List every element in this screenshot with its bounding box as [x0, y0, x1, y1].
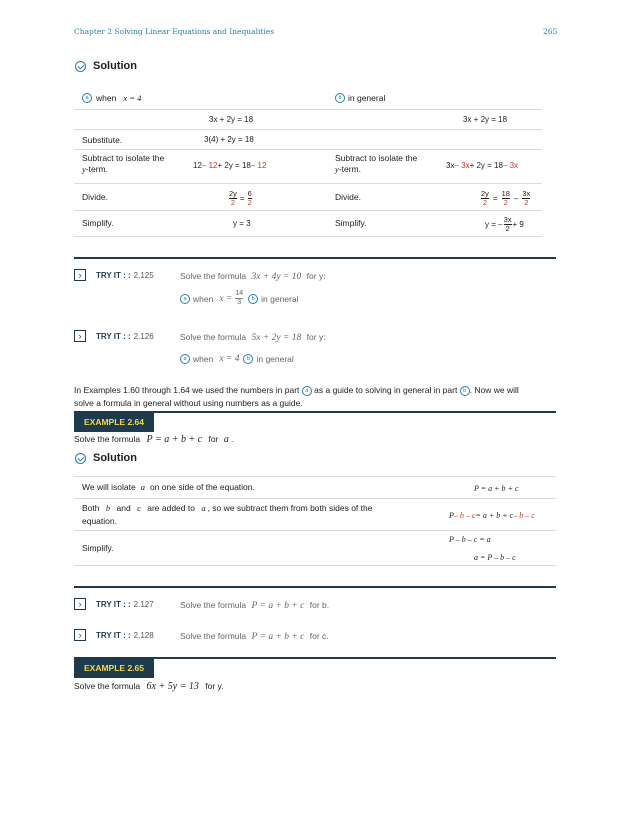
chapter-header: Chapter 2 Solving Linear Equations and Inequalities: [74, 27, 275, 36]
divider: [74, 236, 542, 237]
divider: [74, 210, 542, 211]
fraction: [235, 290, 243, 307]
section-rule: [74, 257, 556, 259]
prompt-text: Solve the formula: [180, 600, 247, 610]
eq-part: + 9: [512, 219, 524, 229]
formula: 3x + 4y = 10: [251, 272, 302, 282]
substitute-label: Substitute.: [82, 135, 123, 145]
part-text: in general: [256, 354, 294, 364]
variable: a: [140, 482, 145, 492]
equals-sign: =: [492, 193, 498, 203]
variable: c: [137, 503, 141, 513]
eq-red-part: – 12: [201, 160, 218, 170]
step-equation: P = a + b + c: [474, 483, 519, 493]
example-prompt: [74, 681, 224, 692]
subtract-label-b: [335, 153, 445, 175]
minus-sign: –: [513, 193, 519, 203]
prompt-text: for y:: [306, 332, 326, 342]
part-b-badge: b: [243, 354, 253, 364]
prompt-text: for y:: [306, 271, 326, 281]
numerator: 3x: [522, 188, 531, 198]
denominator: 2: [505, 223, 510, 233]
denominator: 2: [503, 197, 508, 207]
step-text: and: [116, 503, 131, 513]
eq-red-part: – 3x: [454, 160, 470, 170]
a-equation: 3x + 2y = 18: [209, 114, 254, 124]
part-b-badge: b: [460, 386, 470, 396]
prompt-text: Solve the formula: [180, 332, 247, 342]
try-it-2126-prompt: [180, 332, 326, 343]
part-a-badge: a: [82, 93, 92, 103]
col-b-title: in general: [348, 93, 386, 103]
denominator: 3: [237, 299, 242, 306]
eq-red-part: – b – c: [453, 510, 476, 520]
fraction: [504, 216, 512, 233]
paragraph-text: as a guide to solving in general in part: [314, 385, 458, 395]
prompt-text: for b.: [309, 600, 330, 610]
solution-heading-text: Solution: [93, 60, 137, 72]
prompt-text: Solve the formula: [180, 271, 247, 281]
eq-part: = a + b + c: [475, 510, 514, 520]
divider: [74, 149, 542, 150]
prompt-text: Solve the formula: [74, 434, 141, 444]
chevron-right-icon[interactable]: ›: [74, 330, 86, 342]
part-a-badge: a: [180, 294, 190, 304]
check-circle-icon: [75, 453, 86, 464]
equals-sign: =: [239, 193, 245, 203]
eq-red-part: – 12: [250, 160, 267, 170]
step-text: are added to: [147, 503, 195, 513]
formula: P = a + b + c: [251, 632, 305, 642]
y-var: y: [335, 164, 339, 174]
solution-heading: [75, 60, 137, 72]
eq-part: 3x: [446, 160, 455, 170]
eq-part: 12: [193, 160, 202, 170]
try-it-2125: [74, 269, 154, 281]
try-it-label: TRY IT : :: [96, 630, 131, 640]
col-a-condition: x = 4: [123, 93, 142, 103]
denominator: 2: [230, 197, 236, 207]
formula: P = a + b + c: [146, 434, 203, 445]
col-a-title: when: [96, 93, 117, 103]
term-text: -term.: [338, 164, 361, 174]
example-label: EXAMPLE 2.64: [74, 413, 154, 432]
eq-red-part: – 3x: [502, 160, 519, 170]
try-it-number: 2.126: [133, 331, 154, 341]
try-it-label: TRY IT : :: [96, 331, 131, 341]
prompt-text: for c.: [309, 631, 329, 641]
col-a-header: [82, 92, 141, 104]
divide-label-a: Divide.: [82, 192, 108, 202]
prompt-text: for y.: [205, 681, 224, 691]
eq-part: + 2y = 18: [469, 160, 503, 170]
denominator: 2: [482, 197, 488, 207]
try-it-2127: [74, 598, 154, 610]
divide-equation-a: [228, 187, 253, 209]
eq-part: y = –: [485, 219, 503, 229]
divider: [74, 183, 542, 184]
eq-part: + 2y = 18: [217, 160, 251, 170]
try-it-number: 2.128: [133, 630, 154, 640]
paragraph-text: . Now we will: [469, 385, 519, 395]
paragraph-text: solve a formula in general without using numbers as a guide.: [74, 398, 303, 408]
fraction: [248, 190, 252, 207]
denominator: 2: [524, 197, 529, 207]
formula: P = a + b + c: [251, 601, 305, 611]
b-equation: 3x + 2y = 18: [463, 114, 508, 124]
eq-part: P: [449, 510, 454, 520]
fraction: [522, 190, 530, 207]
fraction: [481, 190, 489, 207]
chevron-right-icon[interactable]: ›: [74, 629, 86, 641]
divider: [74, 476, 556, 477]
divider: [74, 565, 556, 566]
numerator: 3x: [503, 214, 512, 224]
part-condition: x = 4: [219, 354, 240, 364]
try-it-label: TRY IT : :: [96, 599, 131, 609]
term-text: -term.: [85, 164, 108, 174]
fraction: [229, 190, 237, 207]
subtract-equation: [449, 509, 535, 521]
solution-heading-text: Solution: [93, 452, 137, 464]
simplify-equation-1: P – b – c = a: [449, 534, 491, 544]
part-text: when: [193, 293, 214, 304]
simplify-equation-b: [485, 213, 524, 235]
eq-red-part: – b – c: [513, 510, 535, 520]
part-condition: x =: [219, 293, 233, 304]
formula: 6x + 5y = 13: [146, 681, 199, 692]
numerator: 2y: [229, 188, 237, 198]
paragraph-text: In Examples 1.60 through 1.64 we used the numbers in part: [74, 385, 300, 395]
part-b-badge: b: [248, 294, 258, 304]
step-text: equation.: [82, 516, 117, 526]
try-it-2126-parts: [180, 354, 294, 364]
prompt-text: for: [208, 434, 219, 444]
part-text: when: [193, 354, 214, 364]
denominator: 2: [247, 197, 252, 207]
subtract-equation-a: [193, 159, 266, 171]
divide-equation-b: [480, 187, 531, 209]
subtract-label-text: Subtract to isolate the: [335, 153, 418, 163]
check-circle-icon: [75, 61, 86, 72]
section-rule: [74, 586, 556, 588]
isolate-step: [82, 481, 255, 493]
part-a-badge: a: [180, 354, 190, 364]
try-it-number: 2.125: [133, 270, 154, 280]
divide-label-b: Divide.: [335, 192, 361, 202]
try-it-2126: [74, 330, 154, 342]
subtract-label-text: Subtract to isolate the: [82, 153, 165, 163]
subtract-label-a: [82, 153, 192, 175]
numerator: 18: [501, 188, 510, 198]
divider: [74, 530, 556, 531]
prompt-text: Solve the formula: [180, 631, 247, 641]
step-text: We will isolate: [82, 482, 136, 492]
divider: [74, 498, 556, 499]
step-text: on one side of the equation.: [149, 482, 255, 492]
example-label: EXAMPLE 2.65: [74, 659, 154, 678]
divider: [74, 109, 542, 110]
step-text: Both: [82, 503, 100, 513]
variable: b: [105, 503, 111, 513]
part-b-badge: b: [335, 93, 345, 103]
numerator: 6: [247, 188, 252, 198]
formula: 5x + 2y = 18: [251, 333, 302, 343]
chevron-right-icon[interactable]: ›: [74, 269, 86, 281]
part-a-badge: a: [302, 386, 312, 396]
substituted-equation: 3(4) + 2y = 18: [204, 134, 254, 144]
step-text: , so we subtract them from both sides of the: [207, 503, 373, 513]
variable: a: [201, 503, 206, 513]
chevron-right-icon[interactable]: ›: [74, 598, 86, 610]
prompt-text: .: [231, 434, 235, 444]
try-it-2128: [74, 629, 154, 641]
part-text: in general: [261, 293, 299, 304]
simplify-label: Simplify.: [82, 543, 114, 553]
numerator: 2y: [481, 188, 489, 198]
simplify-label-b: Simplify.: [335, 218, 367, 228]
simplify-label-a: Simplify.: [82, 218, 114, 228]
fraction: [502, 190, 510, 207]
page-number: 265: [543, 27, 558, 36]
subtract-step: [82, 502, 372, 528]
solution-heading: [75, 452, 137, 464]
numerator: 14: [235, 290, 244, 297]
intro-paragraph: [74, 384, 559, 410]
try-it-2125-parts: [180, 290, 298, 307]
variable: a: [223, 434, 229, 445]
try-it-2125-prompt: [180, 271, 326, 282]
try-it-2127-prompt: [180, 600, 329, 611]
prompt-text: Solve the formula: [74, 681, 141, 691]
try-it-label: TRY IT : :: [96, 270, 131, 280]
simplify-equation-a: y = 3: [233, 218, 251, 228]
y-var: y: [82, 164, 86, 174]
subtract-equation-b: [446, 159, 518, 171]
col-b-header: [335, 92, 385, 104]
try-it-2128-prompt: [180, 631, 329, 642]
simplify-equation-2: a = P – b – c: [474, 552, 516, 562]
divider: [74, 129, 542, 130]
example-prompt: [74, 434, 234, 445]
try-it-number: 2.127: [133, 599, 154, 609]
